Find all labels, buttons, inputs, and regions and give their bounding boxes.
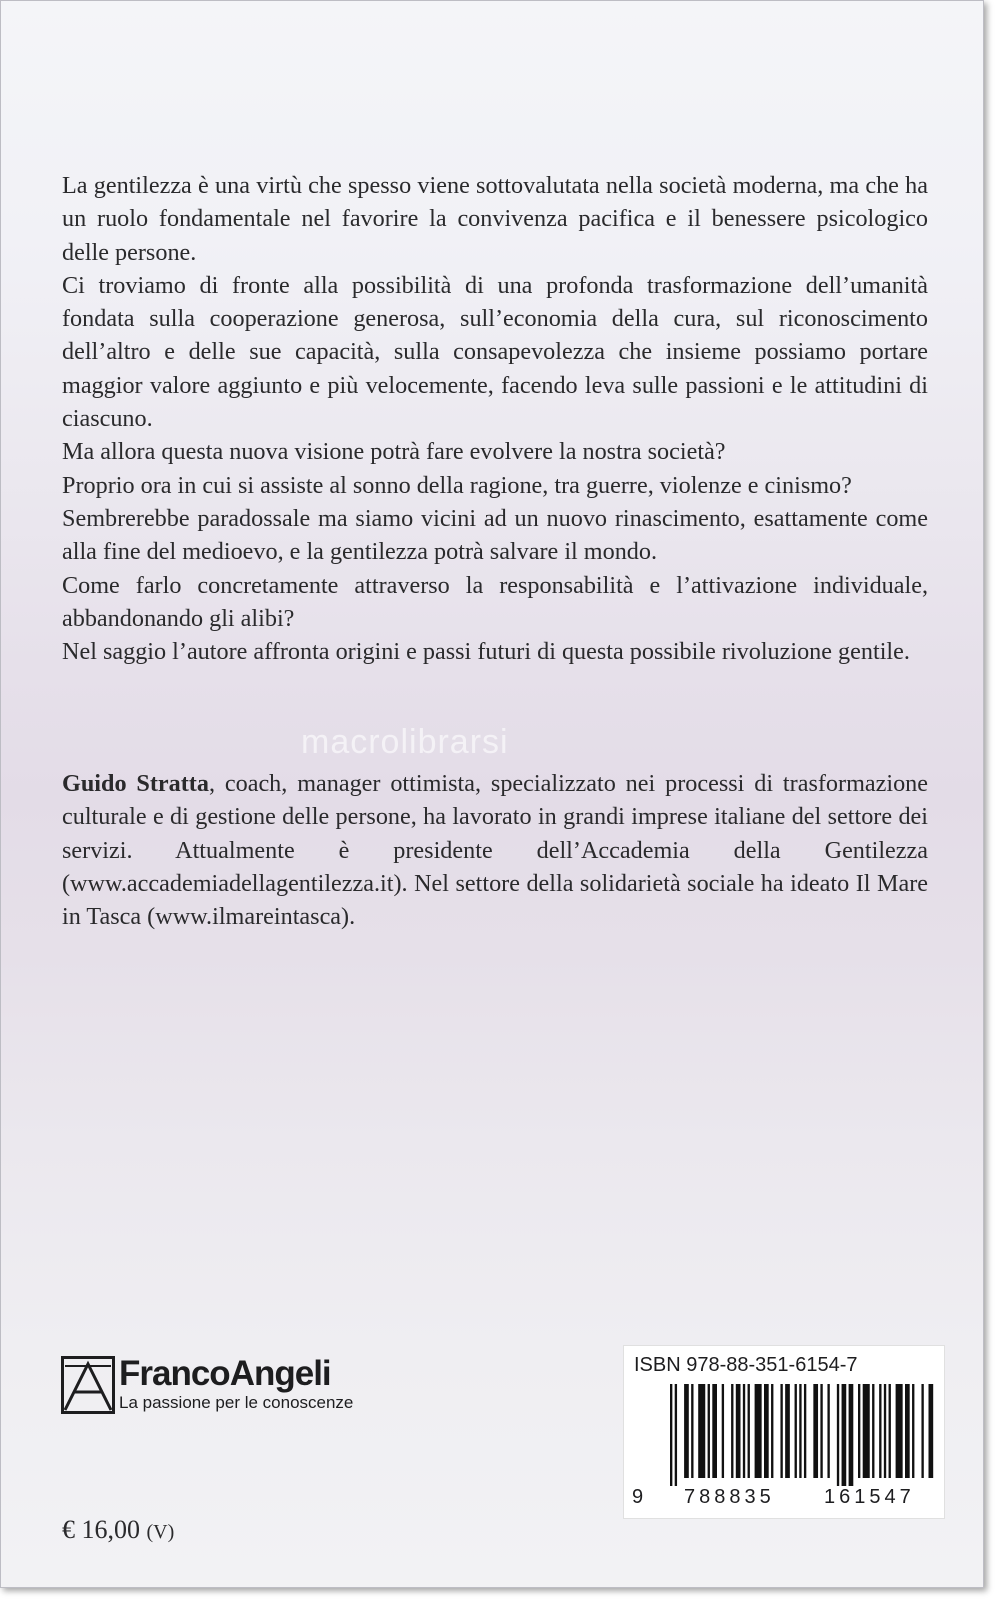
watermark: macrolibrarsi [301, 723, 509, 761]
isbn-digits-right: 161547 [824, 1486, 915, 1508]
book-price [62, 1515, 174, 1545]
blurb-paragraph: La gentilezza è una virtù che spesso viene sottovalutata nella società moderna, ma che ha un ruolo fondamentale nel favorire la convivenza pacifica e il benessere psicologico delle persone. [62, 172, 928, 266]
isbn-digits-left: 788835 [684, 1486, 775, 1508]
price-vat: (V) [146, 1521, 175, 1543]
isbn-barcode-box [623, 1345, 945, 1519]
blurb-paragraph: Ci troviamo di fronte alla possibilità di una profonda trasformazione dell’umanità fondata sulla cooperazione generosa, sull’economia della cura, sul riconoscimento dell’altro e delle sue capacità, sulla consapevolezza che insieme possiamo portare maggior valore aggiunto e più velocemente, facendo leva sulle passioni e le attitudini di ciascuno. [62, 271, 928, 433]
blurb-paragraph: Proprio ora in cui si assiste al sonno della ragione, tra guerre, violenze e cinismo? [62, 471, 852, 499]
publisher-logo-icon [61, 1356, 115, 1414]
publisher-tagline: La passione per le conoscenze [119, 1393, 354, 1412]
price-amount: € 16,00 [62, 1515, 140, 1544]
publisher-name: FrancoAngeli [119, 1354, 331, 1393]
publisher-logo [61, 1356, 353, 1416]
barcode-icon [630, 1384, 938, 1486]
blurb-paragraph: Come farlo concretamente attraverso la responsabilità e l’attivazione individuale, abbandonando gli alibi? [62, 571, 928, 632]
isbn-label: ISBN 978-88-351-6154-7 [634, 1354, 858, 1376]
blurb-paragraph: Sembrerebbe paradossale ma siamo vicini ad un nuovo rinascimento, esattamente come alla fine del medioevo, e la gentilezza potrà salvare il mondo. [62, 504, 928, 566]
blurb-paragraph: Nel saggio l’autore affronta origini e passi futuri di questa possibile rivoluzione gentile. [62, 638, 910, 666]
author-bio [62, 767, 928, 933]
author-name: Guido Stratta [62, 770, 209, 797]
isbn-digit-first: 9 [632, 1486, 644, 1508]
book-blurb [62, 169, 928, 668]
blurb-paragraph: Ma allora questa nuova visione potrà fare evolvere la nostra società? [62, 438, 726, 466]
author-bio-text: , coach, manager ottimista, specializzato nei processi di trasformazione culturale e di gestione delle persone, ha lavorato in grandi imprese italiane del settore dei servizi. Attualmente è presidente dell’Accademia della Gentilezza (www.accademiadellagentilezza.it). Nel settore della solidarietà sociale ha ideato Il Mare in Tasca (www.ilmareintasca). [62, 770, 928, 931]
